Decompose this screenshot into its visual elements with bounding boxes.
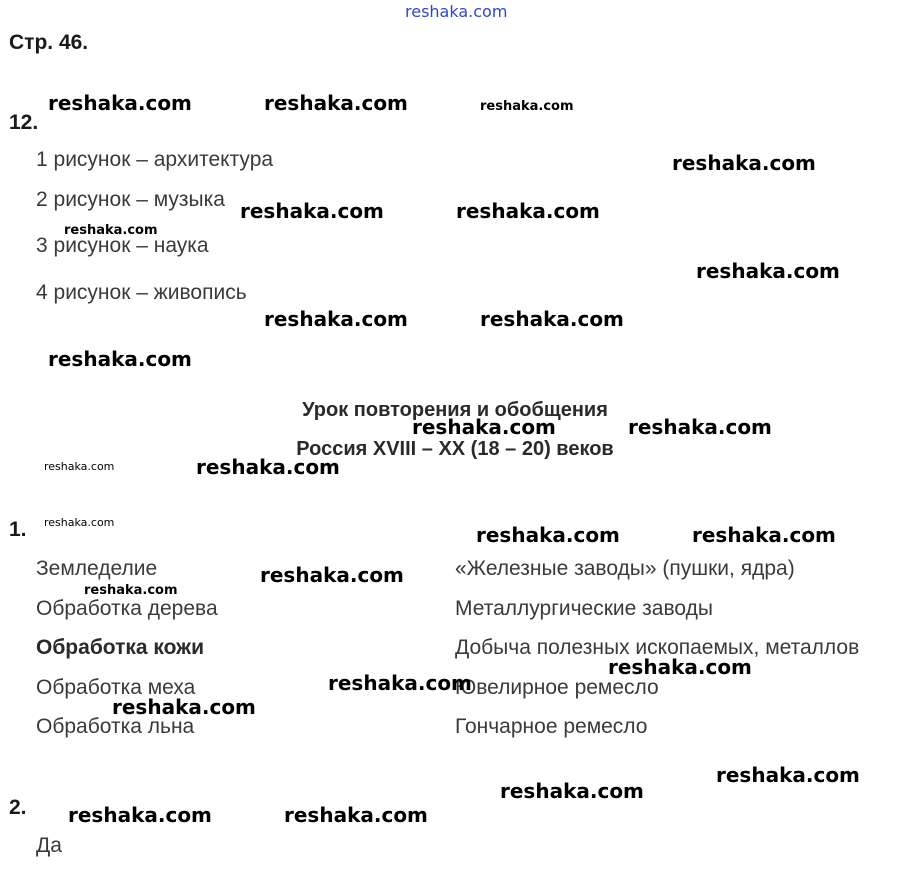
task-1-right-item-3: Добыча полезных ископаемых, металлов (455, 636, 860, 659)
watermark: reshaka.com (672, 151, 816, 175)
task-1-left-item-5: Обработка льна (36, 715, 195, 738)
watermark: reshaka.com (480, 307, 624, 331)
watermark: reshaka.com (608, 655, 752, 679)
task-1-right-item-4: Ювелирное ремесло (455, 676, 659, 699)
task-12-item-2: 2 рисунок – музыка (36, 188, 225, 211)
lesson-title: Урок повторения и обобщения (302, 399, 608, 421)
task-1-left-item-4: Обработка меха (36, 676, 196, 699)
watermark: reshaka.com (48, 91, 192, 115)
task-12-item-3: 3 рисунок – наука (36, 234, 209, 257)
watermark: reshaka.com (692, 523, 836, 547)
watermark: reshaka.com (264, 91, 408, 115)
watermark: reshaka.com (64, 223, 158, 238)
watermark: reshaka.com (48, 347, 192, 371)
watermark: reshaka.com (480, 99, 574, 114)
watermark: reshaka.com (456, 199, 600, 223)
task-1-left-item-1: Земледелие (36, 557, 158, 580)
watermark: reshaka.com (68, 803, 212, 827)
task-1-left-item-2: Обработка дерева (36, 597, 218, 620)
task-1-right-item-1: «Железные заводы» (пушки, ядра) (455, 557, 795, 580)
watermark: reshaka.com (112, 695, 256, 719)
page-reference: Стр. 46. (9, 31, 89, 54)
watermark: reshaka.com (240, 199, 384, 223)
watermark: reshaka.com (412, 415, 556, 439)
task-2-answer: Да (36, 834, 62, 857)
task-12-item-1: 1 рисунок – архитектура (36, 148, 274, 171)
watermark: reshaka.com (260, 563, 404, 587)
lesson-subtitle: Россия XVIII – XX (18 – 20) веков (296, 438, 614, 460)
task-1-number: 1. (9, 518, 27, 541)
task-1-right-item-2: Металлургические заводы (455, 597, 713, 620)
watermark: reshaka.com (196, 455, 340, 479)
task-1-right-item-5: Гончарное ремесло (455, 715, 648, 738)
watermark: reshaka.com (44, 516, 115, 529)
watermark: reshaka.com (696, 259, 840, 283)
watermark: reshaka.com (328, 671, 472, 695)
watermark: reshaka.com (284, 803, 428, 827)
watermark: reshaka.com (476, 523, 620, 547)
task-1-left-item-3: Обработка кожи (36, 636, 204, 659)
watermark: reshaka.com (264, 307, 408, 331)
task-2-number: 2. (9, 796, 27, 819)
watermark: reshaka.com (628, 415, 772, 439)
watermark: reshaka.com (500, 779, 644, 803)
task-12-number: 12. (9, 111, 39, 134)
watermark: reshaka.com (84, 583, 178, 598)
header-watermark: reshaka.com (405, 2, 508, 21)
watermark: reshaka.com (716, 763, 860, 787)
watermark: reshaka.com (44, 460, 115, 473)
task-12-item-4: 4 рисунок – живопись (36, 281, 247, 304)
